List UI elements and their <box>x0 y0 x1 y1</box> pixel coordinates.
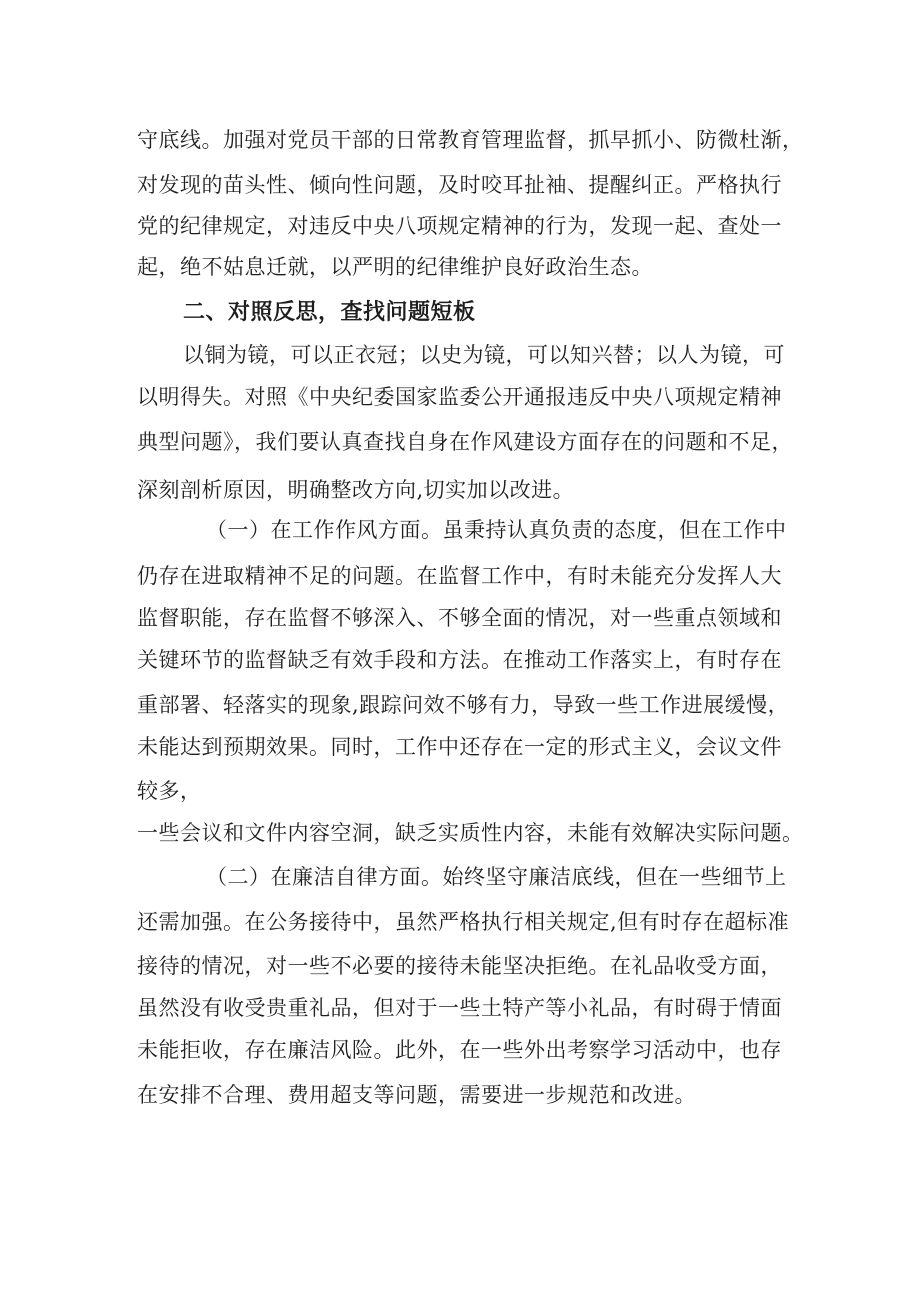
paragraph-3-line-5: 重部署、轻落实的现象,跟踪问效不够有力，导致一些工作进展缓慢， <box>137 693 790 717</box>
paragraph-4-line-3: 接待的情况，对一些不必要的接待未能坚决拒绝。在礼品收受方面， <box>137 954 782 978</box>
paragraph-4-line-1: （二）在廉洁自律方面。始终坚守廉洁底线，但在一些细节上 <box>206 865 787 889</box>
paragraph-3-line-2: 仍存在进取精神不足的问题。在监督工作中，有时未能充分发挥人大 <box>137 564 782 588</box>
paragraph-2-line-2: 以明得失。对照《中央纪委国家监委公开通报违反中央八项规定精神 <box>137 385 782 409</box>
paragraph-3-line-1: （一）在工作作风方面。虽秉持认真负责的态度，但在工作中 <box>206 518 787 542</box>
paragraph-1-line-2: 对发现的苗头性、倾向性问题，及时咬耳扯袖、提醒纠正。严格执行 <box>137 173 782 197</box>
paragraph-2-line-1: 以铜为镜，可以正衣冠；以史为镜，可以知兴替；以人为镜，可 <box>183 343 785 367</box>
paragraph-3-line-7: 较多， <box>137 779 202 803</box>
paragraph-2-line-3: 典型问题》，我们要认真查找自身在作风建设方面存在的问题和不足， <box>137 430 793 454</box>
paragraph-2-line-4: 深刻剖析原因，明确整改方向,切实加以改进。 <box>137 478 575 502</box>
paragraph-4-line-4: 虽然没有收受贵重礼品，但对于一些土特产等小礼品，有时碍于情面 <box>137 996 782 1020</box>
paragraph-3-line-4: 关键环节的监督缺乏有效手段和方法。在推动工作落实上，有时存在 <box>137 648 782 672</box>
paragraph-4-line-5: 未能拒收，存在廉洁风险。此外，在一些外出考察学习活动中，也存 <box>137 1038 782 1062</box>
paragraph-1-line-1: 守底线。加强对党员干部的日常教育管理监督，抓早抓小、防微杜渐， <box>137 128 804 152</box>
section-2-heading: 二、对照反思，查找问题短板 <box>183 300 476 325</box>
paragraph-4-line-6: 在安排不合理、费用超支等问题，需要进一步规范和改进。 <box>137 1083 696 1107</box>
paragraph-3-line-6: 未能达到预期效果。同时，工作中还存在一定的形式主义，会议文件 <box>137 735 782 759</box>
paragraph-1-line-3: 党的纪律规定，对违反中央八项规定精神的行为，发现一起、查处一 <box>137 214 782 238</box>
paragraph-3-line-8: 一些会议和文件内容空洞，缺乏实质性内容，未能有效解决实际问题。 <box>137 821 804 845</box>
paragraph-4-line-2: 还需加强。在公务接待中，虽然严格执行相关规定,但有时存在超标准 <box>137 910 790 934</box>
paragraph-1-line-4: 起，绝不姑息迁就，以严明的纪律维护良好政治生态。 <box>137 255 653 279</box>
paragraph-3-line-3: 监督职能，存在监督不够深入、不够全面的情况，对一些重点领域和 <box>137 606 782 630</box>
